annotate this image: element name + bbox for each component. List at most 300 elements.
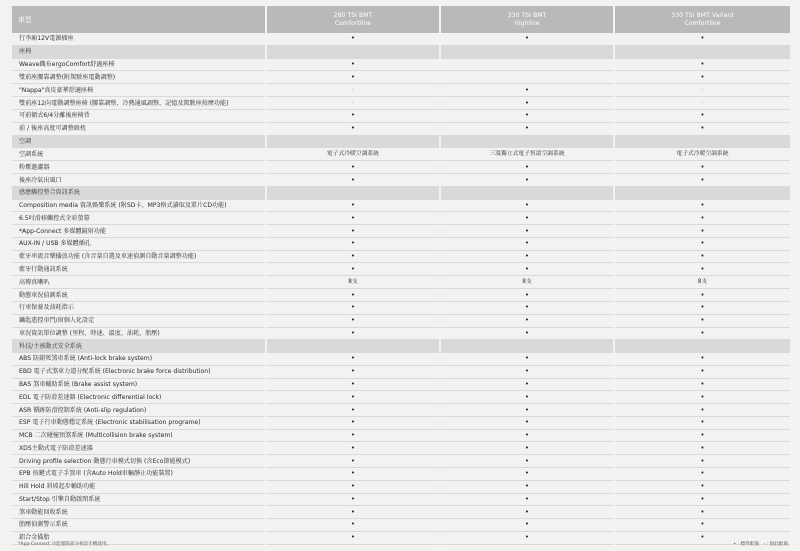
table-row — [12, 212, 790, 225]
table-row — [12, 353, 790, 366]
table-row — [12, 276, 790, 289]
section-title: 座椅 — [12, 45, 266, 58]
spec-sheet — [12, 6, 790, 545]
value-cell — [266, 391, 440, 404]
feature-label: 粉塵過濾器 — [12, 161, 266, 174]
standard-dot: • — [700, 507, 705, 516]
footer — [12, 539, 790, 549]
table-row — [12, 480, 790, 493]
section-cell — [440, 186, 614, 199]
value-cell — [440, 404, 614, 417]
not-available-dash: - — [352, 100, 354, 107]
standard-dot: • — [524, 252, 530, 261]
value-cell — [614, 467, 790, 480]
section-header — [12, 45, 790, 58]
table-row — [12, 365, 790, 378]
section-title: 空調 — [12, 135, 266, 148]
value-cell — [266, 33, 440, 45]
standard-dot: • — [350, 111, 356, 120]
value-cell — [614, 519, 790, 532]
feature-label: 胎壓偵測警示系統 — [12, 519, 266, 532]
value-cell — [266, 289, 440, 302]
value-cell — [440, 302, 614, 315]
standard-dot: • — [700, 72, 705, 81]
table-row — [12, 250, 790, 263]
spec-table-body — [12, 33, 790, 544]
standard-dot: • — [524, 482, 530, 491]
standard-dot: • — [700, 520, 705, 529]
model-trim: Comfortline — [334, 19, 372, 27]
standard-dot: • — [700, 59, 705, 68]
standard-dot: • — [350, 213, 356, 222]
table-row — [12, 97, 790, 110]
standard-dot: • — [700, 124, 705, 133]
section-cell — [614, 340, 790, 353]
table-row — [12, 455, 790, 468]
value-cell — [440, 455, 614, 468]
value-cell — [440, 148, 614, 161]
value-cell — [614, 212, 790, 225]
standard-dot: • — [700, 469, 705, 478]
feature-label: Weave織布ergoComfort舒適座椅 — [12, 58, 266, 71]
value-cell — [266, 58, 440, 71]
model-trim: Comfortline — [684, 19, 721, 27]
value-cell — [614, 263, 790, 276]
standard-dot: • — [700, 379, 705, 388]
standard-dot: • — [350, 507, 356, 516]
standard-dot: • — [524, 494, 530, 503]
feature-label: 藍牙串流音樂播放功能 (含音量自選及車速偵測自動音量調整功能) — [12, 250, 266, 263]
value-cell — [614, 276, 790, 289]
standard-dot: • — [700, 418, 705, 427]
standard-dot: • — [524, 124, 530, 133]
section-cell — [440, 340, 614, 353]
value-cell — [440, 237, 614, 250]
value-cell — [440, 327, 614, 340]
not-available-dash: - — [701, 100, 704, 107]
value-cell — [614, 493, 790, 506]
value-cell — [440, 276, 614, 289]
section-cell — [614, 45, 790, 58]
table-row — [12, 493, 790, 506]
value-cell — [266, 404, 440, 417]
value-cell — [614, 455, 790, 468]
standard-dot: • — [350, 252, 356, 261]
value-cell — [440, 480, 614, 493]
feature-label: 車況資訊單位調整 (里程、時速、溫度、油耗、胎壓) — [12, 327, 266, 340]
standard-dot: • — [350, 239, 356, 248]
table-row — [12, 174, 790, 187]
legend: • : 標準配備 - : 無此配備 — [733, 542, 788, 547]
standard-dot: • — [350, 303, 356, 312]
standard-dot: • — [350, 316, 356, 325]
standard-dot: • — [700, 482, 705, 491]
section-cell — [614, 135, 790, 148]
value-cell — [266, 353, 440, 366]
standard-dot: • — [350, 226, 356, 235]
section-cell — [266, 340, 440, 353]
standard-dot: • — [524, 85, 530, 94]
value-cell — [266, 225, 440, 238]
feature-label: Start/Stop 引擎自動啟閉系統 — [12, 493, 266, 506]
feature-label: 後座冷氣出風口 — [12, 174, 266, 187]
standard-dot: • — [700, 175, 705, 184]
value-cell — [614, 84, 790, 97]
value-cell — [266, 250, 440, 263]
standard-dot: • — [350, 367, 356, 376]
standard-dot: • — [524, 443, 530, 452]
standard-dot: • — [350, 201, 356, 210]
feature-value: 8支 — [697, 279, 708, 286]
standard-dot: • — [350, 72, 356, 81]
table-row — [12, 148, 790, 161]
standard-dot: • — [524, 201, 530, 210]
standard-dot: • — [700, 201, 705, 210]
standard-dot: • — [350, 354, 356, 363]
value-cell — [440, 263, 614, 276]
standard-dot: • — [524, 303, 530, 312]
standard-dot: • — [524, 418, 530, 427]
value-cell — [614, 314, 790, 327]
standard-dot: • — [524, 34, 530, 43]
table-row — [12, 506, 790, 519]
table-row — [12, 84, 790, 97]
value-cell — [440, 391, 614, 404]
feature-label: EBD 電子式煞車力道分配系統 (Electronic brake force distribution) — [12, 365, 266, 378]
table-row — [12, 404, 790, 417]
standard-dot: • — [524, 520, 530, 529]
standard-dot: • — [524, 98, 530, 107]
value-cell — [266, 442, 440, 455]
standard-dot: • — [700, 367, 705, 376]
standard-dot: • — [700, 456, 705, 465]
standard-dot: • — [524, 290, 530, 299]
value-cell — [440, 84, 614, 97]
section-cell — [614, 186, 790, 199]
standard-dot: • — [524, 111, 530, 120]
value-cell — [266, 455, 440, 468]
feature-label: BAS 煞車輔助系統 (Brake assist system) — [12, 378, 266, 391]
value-cell — [614, 250, 790, 263]
value-cell — [614, 237, 790, 250]
standard-dot: • — [700, 494, 705, 503]
value-cell — [614, 225, 790, 238]
value-cell — [266, 97, 440, 110]
standard-dot: • — [350, 520, 356, 529]
footnote: *App-Connect 功能僅限部分相容手機使用。 — [18, 542, 112, 547]
value-cell — [614, 480, 790, 493]
value-cell — [266, 429, 440, 442]
value-cell — [614, 391, 790, 404]
value-cell — [266, 327, 440, 340]
model-header-330tsi — [440, 6, 614, 33]
standard-dot: • — [524, 507, 530, 516]
feature-label: 鋁合金備胎 — [12, 531, 266, 544]
standard-dot: • — [350, 494, 356, 503]
table-header-row — [12, 6, 790, 33]
value-cell — [440, 122, 614, 135]
standard-dot: • — [700, 239, 705, 248]
feature-label: EDL 電子防滑差速器 (Electronic differential lock) — [12, 391, 266, 404]
value-cell — [440, 225, 614, 238]
value-cell — [266, 302, 440, 315]
table-row — [12, 161, 790, 174]
standard-dot: • — [700, 303, 705, 312]
value-cell — [440, 378, 614, 391]
standard-dot: • — [350, 379, 356, 388]
section-cell — [266, 186, 440, 199]
value-cell — [440, 442, 614, 455]
feature-label: 動態車況偵測系統 — [12, 289, 266, 302]
standard-dot: • — [350, 124, 356, 133]
not-available-dash: - — [701, 87, 704, 94]
value-cell — [266, 71, 440, 84]
value-cell — [266, 314, 440, 327]
standard-dot: • — [524, 533, 530, 542]
value-cell — [440, 416, 614, 429]
feature-label: 雙前座12向電動調整座椅 (腰靠調整、冷熱通風調整、記憶及駕駛座按摩功能) — [12, 97, 266, 110]
table-row — [12, 327, 790, 340]
standard-dot: • — [524, 431, 530, 440]
table-row — [12, 378, 790, 391]
table-row — [12, 225, 790, 238]
spec-table — [12, 6, 790, 545]
table-row — [12, 467, 790, 480]
feature-label: Driving profile selection 動態行車模式切換 (含Eco節能模式) — [12, 455, 266, 468]
feature-value: 電子式冷暖空調系統 — [676, 151, 729, 158]
standard-dot: • — [700, 162, 705, 171]
feature-label: 行李廂12V電源插座 — [12, 33, 266, 45]
value-cell — [266, 237, 440, 250]
value-cell — [614, 33, 790, 45]
value-cell — [440, 519, 614, 532]
table-row — [12, 237, 790, 250]
value-cell — [614, 199, 790, 212]
model-name: 280 TSI BMT — [333, 11, 373, 19]
value-cell — [266, 110, 440, 123]
feature-label: Hill Hold 斜坡起步輔助功能 — [12, 480, 266, 493]
value-cell — [266, 365, 440, 378]
feature-label: 藍牙行動通訊系統 — [12, 263, 266, 276]
feature-value: 8支 — [522, 279, 532, 286]
value-cell — [266, 212, 440, 225]
standard-dot: • — [350, 264, 356, 273]
value-cell — [614, 289, 790, 302]
value-cell — [440, 212, 614, 225]
feature-label: XDS主動式電子防滑差速器 — [12, 442, 266, 455]
value-cell — [440, 467, 614, 480]
feature-label: 前 / 後座高度可調整頭枕 — [12, 122, 266, 135]
value-cell — [440, 353, 614, 366]
standard-dot: • — [350, 431, 356, 440]
standard-dot: • — [700, 405, 705, 414]
standard-dot: • — [700, 111, 705, 120]
value-cell — [614, 429, 790, 442]
feature-value: 8支 — [348, 279, 358, 286]
table-row — [12, 391, 790, 404]
feature-value: 電子式冷暖空調系統 — [326, 151, 380, 158]
model-name: 330 TSI BMT — [507, 11, 547, 19]
value-cell — [440, 161, 614, 174]
standard-dot: • — [350, 482, 356, 491]
feature-label: 煞車動能回收系統 — [12, 506, 266, 519]
standard-dot: • — [700, 226, 705, 235]
value-cell — [440, 199, 614, 212]
value-cell — [266, 84, 440, 97]
value-cell — [440, 71, 614, 84]
table-row — [12, 416, 790, 429]
value-cell — [440, 314, 614, 327]
value-cell — [614, 110, 790, 123]
section-cell — [440, 135, 614, 148]
standard-dot: • — [524, 239, 530, 248]
value-cell — [266, 416, 440, 429]
value-cell — [440, 97, 614, 110]
standard-dot: • — [524, 354, 530, 363]
value-cell — [440, 493, 614, 506]
feature-label: 鑰匙遙控車門/窗個人化設定 — [12, 314, 266, 327]
value-cell — [266, 161, 440, 174]
standard-dot: • — [524, 469, 530, 478]
standard-dot: • — [524, 175, 530, 184]
table-row — [12, 519, 790, 532]
table-row — [12, 442, 790, 455]
standard-dot: • — [524, 379, 530, 388]
standard-dot: • — [350, 443, 356, 452]
value-cell — [440, 174, 614, 187]
feature-label: EPB 按鍵式電子手煞車 (含Auto Hold車輛靜止功能裝置) — [12, 467, 266, 480]
standard-dot: • — [524, 328, 530, 337]
model-name: 330 TSI BMT Variant — [671, 11, 734, 19]
feature-label: 6.5吋滑移觸控式全彩螢幕 — [12, 212, 266, 225]
value-cell — [266, 493, 440, 506]
feature-label: 高傳真喇叭 — [12, 276, 266, 289]
standard-dot: • — [700, 443, 705, 452]
standard-dot: • — [700, 431, 705, 440]
table-row — [12, 122, 790, 135]
standard-dot: • — [350, 456, 356, 465]
standard-dot: • — [350, 469, 356, 478]
feature-label: *App-Connect 多媒體鏡射功能 — [12, 225, 266, 238]
value-cell — [614, 416, 790, 429]
section-header — [12, 340, 790, 353]
table-row — [12, 263, 790, 276]
value-cell — [266, 174, 440, 187]
value-cell — [614, 174, 790, 187]
table-row — [12, 110, 790, 123]
value-cell — [266, 480, 440, 493]
table-row — [12, 199, 790, 212]
standard-dot: • — [524, 213, 530, 222]
value-cell — [440, 429, 614, 442]
section-cell — [266, 135, 440, 148]
standard-dot: • — [700, 533, 705, 542]
standard-dot: • — [700, 290, 705, 299]
value-cell — [440, 250, 614, 263]
feature-label: ASR 循跡防滑控制系統 (Anti-slip regulation) — [12, 404, 266, 417]
table-row — [12, 71, 790, 84]
value-cell — [614, 442, 790, 455]
standard-dot: • — [350, 328, 356, 337]
feature-label: ABS 防鎖死煞車系統 (Anti-lock brake system) — [12, 353, 266, 366]
feature-label: 雙前座腰靠調整(附駕駛座電動調整) — [12, 71, 266, 84]
value-cell — [440, 289, 614, 302]
feature-value: 三溫獨立式電子恆溫空調系統 — [489, 151, 565, 158]
value-cell — [614, 122, 790, 135]
model-header-label: 車型 — [12, 6, 266, 33]
value-cell — [266, 276, 440, 289]
standard-dot: • — [350, 34, 356, 43]
standard-dot: • — [350, 162, 356, 171]
standard-dot: • — [524, 367, 530, 376]
section-cell — [440, 45, 614, 58]
table-row — [12, 33, 790, 45]
section-header — [12, 186, 790, 199]
value-cell — [440, 110, 614, 123]
feature-label: 行車保養及油耗指示 — [12, 302, 266, 315]
section-header — [12, 135, 790, 148]
value-cell — [266, 263, 440, 276]
standard-dot: • — [700, 34, 705, 43]
model-header-330tsi-variant — [614, 6, 790, 33]
standard-dot: • — [524, 392, 530, 401]
feature-label: Composition media 資訊娛樂系統 (附SD卡、MP3格式讀取及單片CD功能) — [12, 199, 266, 212]
value-cell — [614, 161, 790, 174]
model-header-280tsi — [266, 6, 440, 33]
value-cell — [614, 71, 790, 84]
value-cell — [614, 327, 790, 340]
section-cell — [266, 45, 440, 58]
feature-label: ESP 電子行車動態穩定系統 (Electronic stabilisation programe) — [12, 416, 266, 429]
feature-label: 可前傾式6/4分離後座椅背 — [12, 110, 266, 123]
standard-dot: • — [700, 252, 705, 261]
value-cell — [440, 33, 614, 45]
value-cell — [440, 506, 614, 519]
standard-dot: • — [524, 316, 530, 325]
standard-dot: • — [350, 59, 356, 68]
value-cell — [614, 302, 790, 315]
value-cell — [614, 365, 790, 378]
value-cell — [614, 378, 790, 391]
standard-dot: • — [350, 290, 356, 299]
value-cell — [266, 378, 440, 391]
table-row — [12, 289, 790, 302]
standard-dot: • — [350, 175, 356, 184]
model-trim: Highline — [514, 19, 540, 27]
standard-dot: • — [524, 405, 530, 414]
standard-dot: • — [700, 354, 705, 363]
section-title: 科技/主被動式安全系統 — [12, 340, 266, 353]
feature-label: "Nappa"真皮豪華舒適座椅 — [12, 84, 266, 97]
value-cell — [614, 148, 790, 161]
value-cell — [614, 353, 790, 366]
table-row — [12, 302, 790, 315]
standard-dot: • — [700, 328, 705, 337]
standard-dot: • — [700, 264, 705, 273]
standard-dot: • — [350, 533, 356, 542]
value-cell — [440, 58, 614, 71]
feature-label: AUX-IN / USB 多媒體插孔 — [12, 237, 266, 250]
standard-dot: • — [524, 264, 530, 273]
standard-dot: • — [524, 456, 530, 465]
feature-label: 空調系統 — [12, 148, 266, 161]
value-cell — [614, 58, 790, 71]
section-title: 感應觸控整合資訊系統 — [12, 186, 266, 199]
value-cell — [266, 199, 440, 212]
not-available-dash: - — [352, 87, 354, 94]
table-row — [12, 429, 790, 442]
value-cell — [614, 506, 790, 519]
